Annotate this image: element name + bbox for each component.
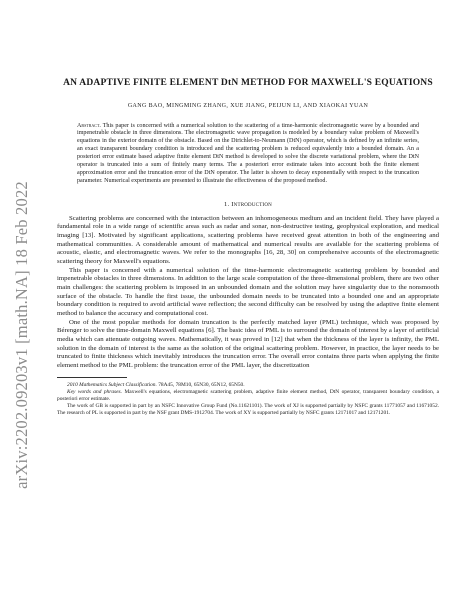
abstract (77, 123, 419, 186)
body-paragraph: Scattering problems are concerned with the interaction between an inhomogeneous medium and an incident field. They have played a fundamental role in a wide range of scientific areas such as radar and sonar, non-destructive testing, geophysical exploration, and medical imaging [13]. Motivated by significant applications, scattering problems have received great attention in both of the engineering and mathematical communities. A considerable amount of mathematical and numerical results are available for the scattering problems of acoustic, elastic, and electromagnetic waves. We refer to the monographs [16, 28, 30] on comprehensive accounts of the electromagnetic scattering theory for Maxwell's equations. (57, 214, 439, 266)
arxiv-id: arXiv:2202.09203v1 [math.NA] 18 Feb 2022 (12, 181, 31, 489)
body-paragraph: This paper is concerned with a numerical solution of the time-harmonic electromagnetic scattering problem by bounded and impenetrable obstacles in three dimensions. In addition to the large scale computation of the three-dimensional problem, there are two other main challenges: the scattering problem is imposed in an unbounded domain and the solution may have singularity due to the nonsmooth surface of the obstacle. To handle the first issue, the unbounded domain needs to be truncated into a bounded one and an appropriate boundary condition is required to avoid artificial wave reflection; the second difficulty can be resolved by using the adaptive finite element method to balance the accuracy and computational cost. (57, 266, 439, 317)
footnote-rule (57, 377, 127, 378)
section-heading: 1. Introduction (224, 200, 272, 208)
footnote-keywords (57, 389, 439, 403)
keywords-label: Key words and phrases. (67, 388, 122, 395)
msc-label: 2010 Mathematics Subject Classification. (67, 381, 157, 388)
arxiv-stamp (6, 140, 38, 530)
footnote-funding: The work of GB is supported in part by an NSFC Innovative Group Fund (No.11621101). The work of XJ is supported partially by NSFC grants 11771057 and 11671052. The research of PL is supported in part by the NSF grant DMS-1912704. The work of XY is supported partially by NSFC grants 12171017 and 12171201. (57, 402, 439, 416)
paper-page (57, 78, 439, 417)
paper-title: AN ADAPTIVE FINITE ELEMENT DtN METHOD FOR MAXWELL'S EQUATIONS (63, 78, 433, 88)
abstract-text: This paper is concerned with a numerical solution to the scattering of a time-harmonic electromagnetic wave by a bounded and impenetrable obstacle in three dimensions. The electromagnetic wave propagation is modeled by a boundary value problem of Maxwell's equations in the exterior domain of the obstacle. Based on the Dirichlet-to-Neumann (DtN) operator, which is defined by an infinite series, an exact transparent boundary condition is introduced and the scattering problem is reduced equivalently into a bounded domain. An a posteriori error estimate based adaptive finite element DtN method is developed to solve the discrete variational problem, where the DtN operator is truncated into a sum of finitely many terms. The a posteriori error estimate takes into account both the finite element approximation error and the truncation error of the DtN operator. The latter is shown to decay exponentially with respect to the truncation parameter. Numerical experiments are presented to illustrate the effectiveness of the proposed method. (77, 122, 420, 184)
abstract-label: Abstract. (77, 122, 101, 129)
footnote-msc (57, 382, 439, 389)
author-list: GANG BAO, MINGMING ZHANG, XUE JIANG, PEIJUN LI, AND XIAOKAI YUAN (127, 102, 369, 109)
msc-text: 78A45, 78M10, 65N30, 65N12, 65N50. (158, 381, 245, 388)
body-paragraph: One of the most popular methods for domain truncation is the perfectly matched layer (PML) technique, which was proposed by Bérenger to solve the time-domain Maxwell equations [6]. The basic idea of PML is to surround the domain of interest by a layer of artificial media which can attenuate outgoing waves. Mathematically, it was proved in [12] that when the thickness of the layer is infinity, the PML solution in the domain of interest is the same as the solution of the original scattering problem. However, in practice, the layer needs to be truncated to finite thickness which inevitably introduces the truncation error. The overall error contains three parts when applying the finite element method to the PML problem: the truncation error of the PML layer, the discretization (57, 318, 439, 369)
keywords-text: Maxwell's equations, electromagnetic scattering problem, adaptive finite element method, DtN operator, transparent boundary condition, a posteriori error estimate. (57, 388, 439, 402)
